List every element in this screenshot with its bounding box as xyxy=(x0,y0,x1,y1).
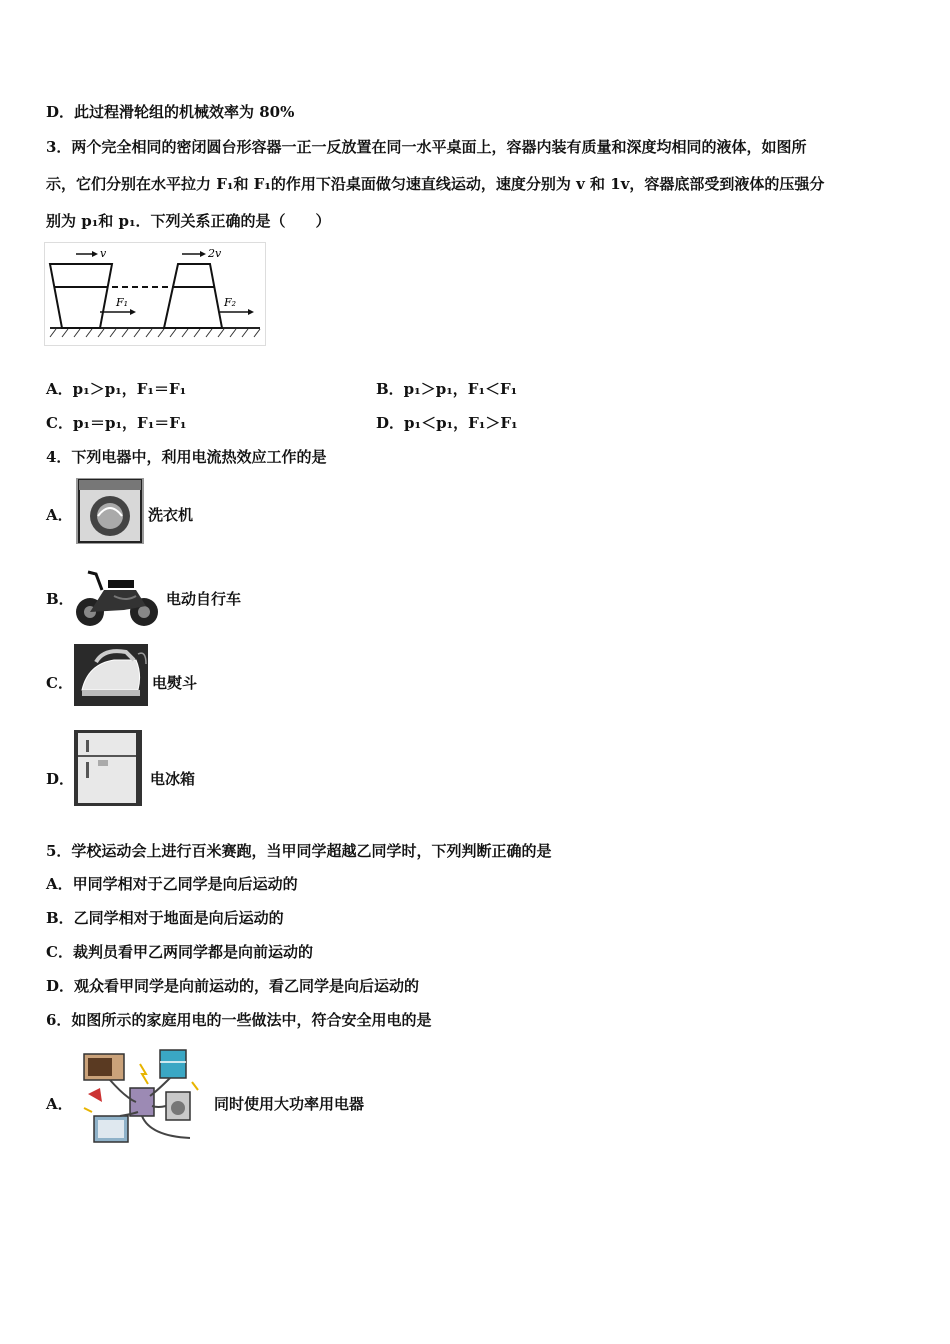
velocity-v-label: v xyxy=(100,247,107,260)
q4-option-d-label: D． xyxy=(46,770,75,788)
q6-option-a-label: A． xyxy=(46,1095,73,1113)
electric-bike-image xyxy=(74,566,160,628)
q4-option-a-text: 洗衣机 xyxy=(148,506,194,524)
q3-stem-line-1: 3．两个完全相同的密闭圆台形容器一正一反放置在同一水平桌面上，容器内装有质量和深度均相同的液体，如图所 xyxy=(46,138,807,156)
container-2 xyxy=(164,264,222,328)
q3-option-c: C．p₁＝p₁，F₁＝F₁ xyxy=(46,414,187,432)
q5-option-b: B．乙同学相对于地面是向后运动的 xyxy=(46,909,284,927)
q4-stem: 4．下列电器中，利用电流热效应工作的是 xyxy=(46,448,327,466)
q3-option-d: D．p₁＜p₁，F₁＞F₁ xyxy=(376,414,518,432)
force-f1-label: F₁ xyxy=(116,296,129,309)
refrigerator-image xyxy=(74,730,142,806)
container-1 xyxy=(50,264,112,328)
q4-option-d-text: 电冰箱 xyxy=(150,770,196,788)
q4-option-c-label: C． xyxy=(46,674,73,692)
q5-option-a: A．甲同学相对于乙同学是向后运动的 xyxy=(46,875,298,893)
prev-question-option-d: D．此过程滑轮组的机械效率为 80% xyxy=(46,103,295,121)
force-f2-label: F₂ xyxy=(224,296,237,309)
q5-option-c: C．裁判员看甲乙两同学都是向前运动的 xyxy=(46,943,313,961)
q3-stem-line-2: 示，它们分别在水平拉力 F₁和 F₁的作用下沿桌面做匀速直线运动，速度分别为 v 和 1v，容器底部受到液体的压强分 xyxy=(46,175,825,193)
washing-machine-image xyxy=(76,478,144,544)
q5-stem: 5．学校运动会上进行百米赛跑，当甲同学超越乙同学时，下列判断正确的是 xyxy=(46,842,552,860)
q4-option-b-label: B． xyxy=(46,590,74,608)
multiple-appliances-image xyxy=(80,1042,204,1150)
q4-option-b-text: 电动自行车 xyxy=(166,590,242,608)
electric-iron-image xyxy=(74,644,148,706)
q3-stem-line-3: 别为 p₁和 p₁．下列关系正确的是（ ） xyxy=(46,212,331,230)
q4-option-c-text: 电熨斗 xyxy=(152,674,198,692)
q3-containers-figure xyxy=(44,242,266,346)
velocity-2v-label: 2v xyxy=(208,247,222,260)
q6-stem: 6．如图所示的家庭用电的一些做法中，符合安全用电的是 xyxy=(46,1011,432,1029)
q3-option-a: A．p₁＞p₁，F₁＝F₁ xyxy=(46,380,187,398)
q4-option-a-label: A． xyxy=(46,506,73,524)
q3-option-b: B．p₁＞p₁，F₁＜F₁ xyxy=(376,380,518,398)
q5-option-d: D．观众看甲同学是向前运动的，看乙同学是向后运动的 xyxy=(46,977,420,995)
q6-option-a-text: 同时使用大功率用电器 xyxy=(214,1095,365,1113)
